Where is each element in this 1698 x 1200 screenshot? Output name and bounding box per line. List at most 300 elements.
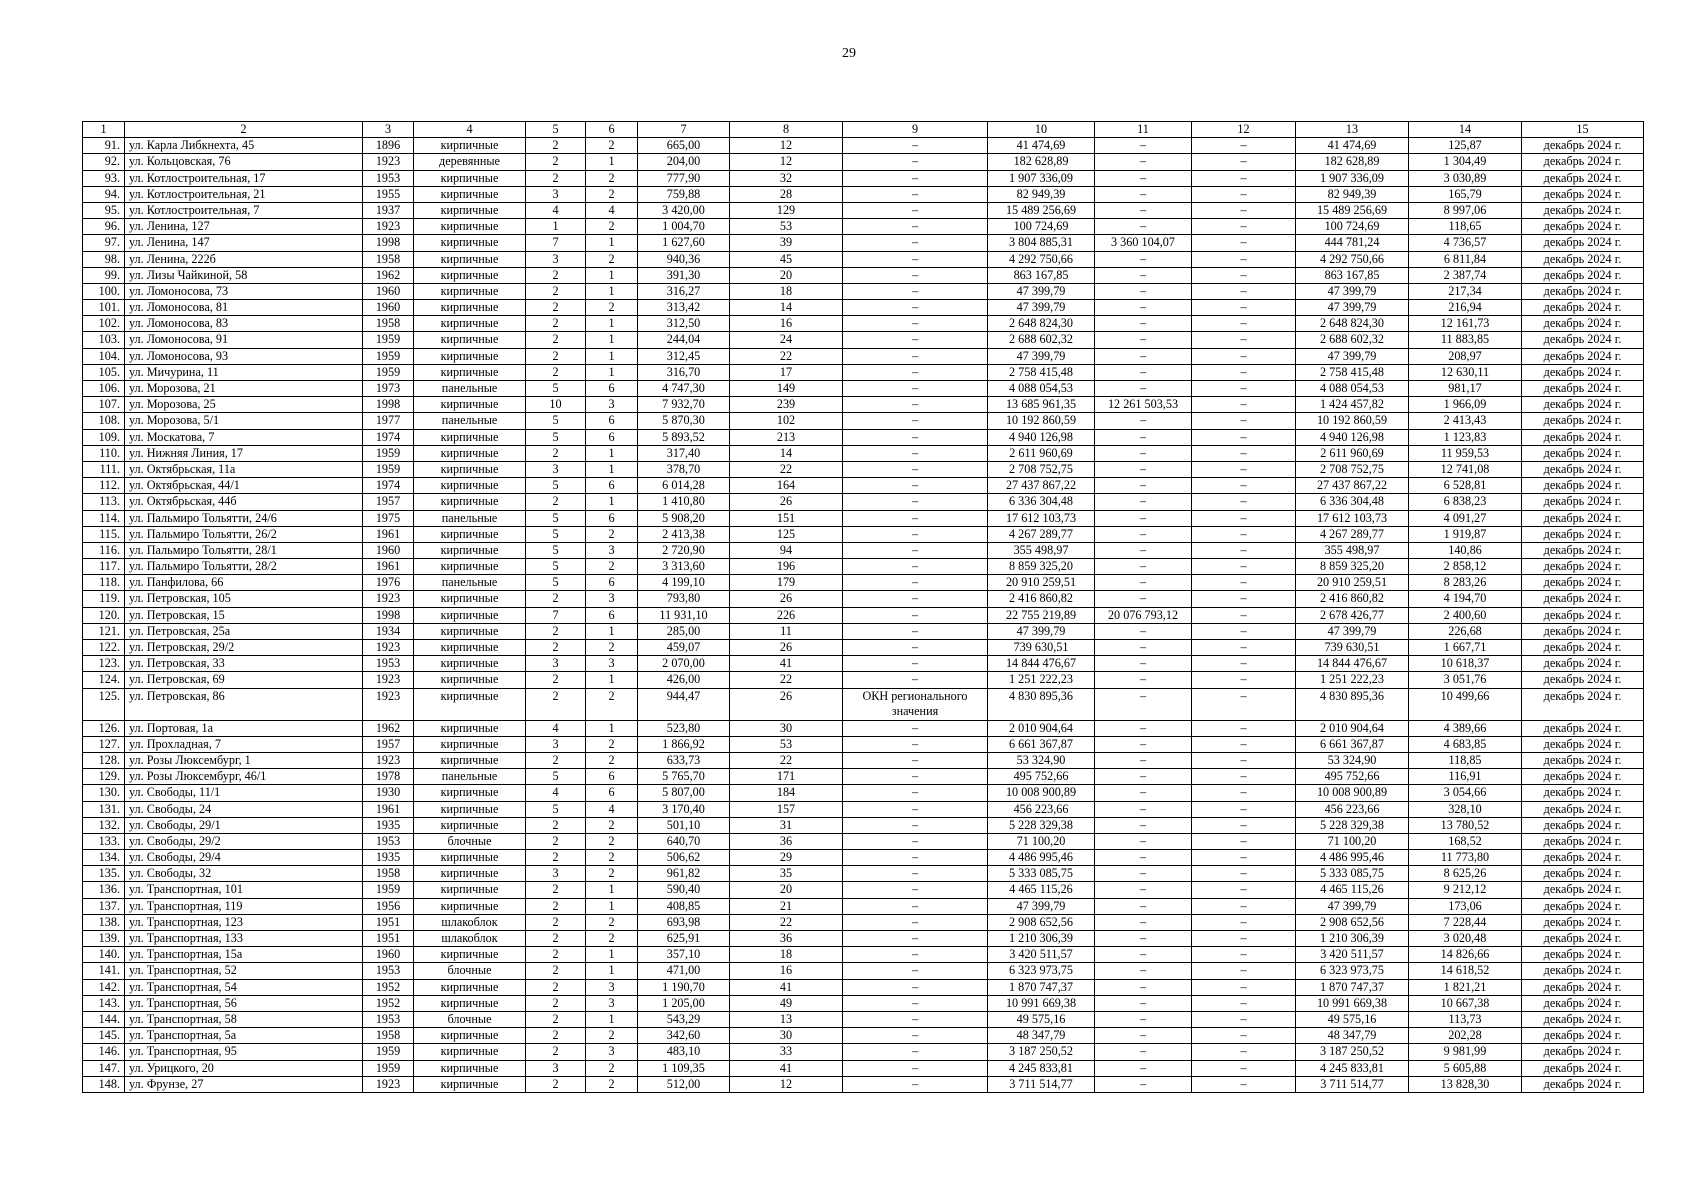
table-cell: – [1192,769,1296,785]
table-cell: 13 685 961,35 [988,397,1095,413]
table-cell: декабрь 2024 г. [1522,1076,1644,1092]
table-cell: 2 [526,267,586,283]
column-number-cell: 2 [125,122,363,138]
table-cell: кирпичные [414,1060,526,1076]
table-cell: 10 618,37 [1409,656,1522,672]
table-cell: кирпичные [414,300,526,316]
table-cell: – [1095,947,1192,963]
table-cell: ул. Пальмиро Тольятти, 28/1 [125,542,363,558]
table-cell: – [1192,656,1296,672]
table-cell: 944,47 [638,688,730,720]
table-cell: 14 844 476,67 [988,656,1095,672]
table-cell: 1953 [363,1011,414,1027]
table-cell: 41 474,69 [1296,138,1409,154]
table-cell: 2 [526,1028,586,1044]
table-cell: декабрь 2024 г. [1522,300,1644,316]
table-cell: кирпичные [414,364,526,380]
table-cell: 4 830 895,36 [988,688,1095,720]
table-cell: кирпичные [414,1028,526,1044]
table-cell: кирпичные [414,348,526,364]
table-cell: ул. Ломоносова, 73 [125,283,363,299]
table-cell: – [843,963,988,979]
table-cell: декабрь 2024 г. [1522,445,1644,461]
table-cell: декабрь 2024 г. [1522,850,1644,866]
table-cell: 4 940 126,98 [1296,429,1409,445]
table-cell: 4 267 289,77 [988,526,1095,542]
table-cell: ул. Ломоносова, 91 [125,332,363,348]
table-cell: 47 399,79 [988,898,1095,914]
table-cell: 98. [83,251,125,267]
table-cell: 5 [526,413,586,429]
table-cell: 16 [730,316,843,332]
table-cell: 49 [730,995,843,1011]
table-cell: 12 630,11 [1409,364,1522,380]
table-cell: 1 821,21 [1409,979,1522,995]
table-cell: – [843,267,988,283]
table-cell: 2 [586,1060,638,1076]
table-cell: ул. Ломоносова, 93 [125,348,363,364]
table-cell: – [843,251,988,267]
table-cell: 1960 [363,283,414,299]
table-cell: 28 [730,186,843,202]
table-cell: 48 347,79 [988,1028,1095,1044]
table-cell: 49 575,16 [1296,1011,1409,1027]
table-cell: 2 070,00 [638,656,730,672]
table-row [83,640,1644,656]
table-cell: 2 [526,364,586,380]
table-row [83,752,1644,768]
table-cell: декабрь 2024 г. [1522,720,1644,736]
table-cell: 137. [83,898,125,914]
table-cell: – [1192,235,1296,251]
table-cell: декабрь 2024 г. [1522,995,1644,1011]
table-cell: декабрь 2024 г. [1522,769,1644,785]
table-cell: 739 630,51 [1296,640,1409,656]
table-cell: – [843,559,988,575]
table-cell: 5 807,00 [638,785,730,801]
table-cell: декабрь 2024 г. [1522,1011,1644,1027]
table-row [83,397,1644,413]
table-cell: – [1192,1028,1296,1044]
table-cell: ул. Урицкого, 20 [125,1060,363,1076]
table-cell: 3 [526,1060,586,1076]
table-cell: 3 [586,656,638,672]
table-cell: 2 708 752,75 [1296,461,1409,477]
table-cell: 10 [526,397,586,413]
table-cell: 121. [83,623,125,639]
table-cell: блочные [414,963,526,979]
table-cell: 5 [526,510,586,526]
table-cell: – [1192,607,1296,623]
table-cell: декабрь 2024 г. [1522,542,1644,558]
table-cell: 1998 [363,607,414,623]
table-cell: – [1095,769,1192,785]
table-row [83,461,1644,477]
table-cell: 22 [730,752,843,768]
table-cell: 10 991 669,38 [1296,995,1409,1011]
column-number-cell: 6 [586,122,638,138]
table-cell: – [843,898,988,914]
table-cell: 316,70 [638,364,730,380]
table-cell: ул. Ленина, 147 [125,235,363,251]
table-cell: 13 [730,1011,843,1027]
table-cell: – [1192,882,1296,898]
table-cell: декабрь 2024 г. [1522,688,1644,720]
table-cell: 1956 [363,898,414,914]
table-cell: 4 [526,202,586,218]
table-cell: 30 [730,1028,843,1044]
table-cell: 26 [730,688,843,720]
table-cell: 1923 [363,1076,414,1092]
table-cell: 4 465 115,26 [988,882,1095,898]
column-number-cell: 5 [526,122,586,138]
table-cell: 1962 [363,720,414,736]
table-cell: декабрь 2024 г. [1522,267,1644,283]
table-cell: декабрь 2024 г. [1522,251,1644,267]
table-cell: ул. Ленина, 127 [125,219,363,235]
table-cell: – [1192,688,1296,720]
table-cell: 1953 [363,170,414,186]
table-cell: декабрь 2024 г. [1522,591,1644,607]
table-cell: декабрь 2024 г. [1522,202,1644,218]
table-cell: декабрь 2024 г. [1522,898,1644,914]
table-cell: 6 [586,478,638,494]
table-cell: – [843,1076,988,1092]
table-cell: 31 [730,817,843,833]
table-row [83,979,1644,995]
table-cell: 22 [730,914,843,930]
table-cell: блочные [414,1011,526,1027]
table-cell: – [1095,1060,1192,1076]
table-cell: 483,10 [638,1044,730,1060]
table-cell: 17 612 103,73 [988,510,1095,526]
table-cell: кирпичные [414,752,526,768]
table-cell: 20 910 259,51 [1296,575,1409,591]
table-cell: 123. [83,656,125,672]
table-cell: – [1095,817,1192,833]
table-cell: кирпичные [414,607,526,623]
table-cell: 11 773,80 [1409,850,1522,866]
table-cell: 1959 [363,461,414,477]
table-cell: 863 167,85 [988,267,1095,283]
table-cell: 1 [586,154,638,170]
table-cell: 164 [730,478,843,494]
table-cell: 1 190,70 [638,979,730,995]
table-cell: 1951 [363,931,414,947]
table-cell: 24 [730,332,843,348]
table-cell: декабрь 2024 г. [1522,931,1644,947]
table-cell: 4 088 054,53 [1296,381,1409,397]
table-cell: кирпичные [414,445,526,461]
table-cell: 1952 [363,995,414,1011]
table-cell: 100 724,69 [1296,219,1409,235]
table-cell: декабрь 2024 г. [1522,833,1644,849]
table-cell: – [1095,898,1192,914]
table-cell: 124. [83,672,125,688]
table-cell: 3 [586,995,638,1011]
table-cell: 6 [586,510,638,526]
table-cell: ул. Морозова, 25 [125,397,363,413]
table-cell: 1975 [363,510,414,526]
table-cell: – [1095,461,1192,477]
table-row [83,219,1644,235]
table-row [83,688,1644,720]
table-cell: 1930 [363,785,414,801]
table-cell: 4 245 833,81 [988,1060,1095,1076]
table-cell: кирпичные [414,591,526,607]
table-cell: 1955 [363,186,414,202]
table-cell: кирпичные [414,979,526,995]
table-cell: 2 [526,752,586,768]
table-cell: 208,97 [1409,348,1522,364]
table-cell: 2 [586,219,638,235]
table-cell: – [1095,850,1192,866]
table-cell: – [1095,413,1192,429]
table-cell: 5 893,52 [638,429,730,445]
table-cell: – [843,154,988,170]
table-cell: 127. [83,736,125,752]
table-row [83,170,1644,186]
table-cell: 106. [83,381,125,397]
table-cell: 665,00 [638,138,730,154]
table-cell: – [843,833,988,849]
table-row [83,332,1644,348]
table-cell: 47 399,79 [988,283,1095,299]
table-cell: 1998 [363,235,414,251]
table-cell: 2 [586,251,638,267]
table-cell: ул. Лизы Чайкиной, 58 [125,267,363,283]
table-cell: – [843,186,988,202]
table-cell: – [843,785,988,801]
table-cell: 115. [83,526,125,542]
table-cell: 1923 [363,752,414,768]
table-cell: 27 437 867,22 [1296,478,1409,494]
table-cell: 1 907 336,09 [1296,170,1409,186]
table-cell: 139. [83,931,125,947]
table-cell: – [1192,170,1296,186]
table-row [83,656,1644,672]
table-cell: 1 870 747,37 [1296,979,1409,995]
table-cell: 2 010 904,64 [988,720,1095,736]
table-cell: декабрь 2024 г. [1522,397,1644,413]
table-cell: ул. Котлостроительная, 17 [125,170,363,186]
table-row [83,364,1644,380]
table-cell: 5 [526,381,586,397]
table-cell: декабрь 2024 г. [1522,413,1644,429]
table-cell: кирпичные [414,461,526,477]
table-cell: 739 630,51 [988,640,1095,656]
table-cell: 506,62 [638,850,730,866]
table-cell: 53 [730,736,843,752]
table-cell: 391,30 [638,267,730,283]
table-cell: 47 399,79 [1296,283,1409,299]
table-cell: 1 919,87 [1409,526,1522,542]
table-cell: – [1192,542,1296,558]
table-cell: ул. Прохладная, 7 [125,736,363,752]
table-cell: 111. [83,461,125,477]
table-cell: 3 420,00 [638,202,730,218]
table-cell: 26 [730,591,843,607]
table-cell: декабрь 2024 г. [1522,1060,1644,1076]
table-cell: 2 [526,494,586,510]
table-cell: декабрь 2024 г. [1522,882,1644,898]
table-cell: панельные [414,510,526,526]
table-cell: 285,00 [638,623,730,639]
table-cell: 204,00 [638,154,730,170]
table-cell: 2 [586,640,638,656]
table-cell: 5 765,70 [638,769,730,785]
table-cell: 1 [586,1011,638,1027]
table-cell: – [1192,202,1296,218]
table-cell: – [1192,300,1296,316]
table-cell: 4 088 054,53 [988,381,1095,397]
table-cell: – [1192,623,1296,639]
table-cell: декабрь 2024 г. [1522,752,1644,768]
table-cell: – [843,736,988,752]
table-cell: 1 [586,445,638,461]
table-cell: 92. [83,154,125,170]
table-cell: – [1095,736,1192,752]
table-row [83,850,1644,866]
table-cell: – [843,413,988,429]
table-cell: – [1192,251,1296,267]
table-cell: ул. Пальмиро Тольятти, 26/2 [125,526,363,542]
table-cell: 495 752,66 [988,769,1095,785]
table-cell: 3 [526,866,586,882]
table-cell: 1 [586,898,638,914]
table-cell: 2 [526,332,586,348]
table-cell: 125. [83,688,125,720]
table-cell: 5 333 085,75 [988,866,1095,882]
table-cell: 1977 [363,413,414,429]
table-cell: 1 [586,283,638,299]
table-cell: 1 [586,348,638,364]
table-cell: 104. [83,348,125,364]
table-cell: кирпичные [414,656,526,672]
table-cell: 2 908 652,56 [988,914,1095,930]
table-cell: 6 [586,381,638,397]
table-cell: 100. [83,283,125,299]
table-cell: 5 [526,559,586,575]
table-cell: 165,79 [1409,186,1522,202]
table-cell: 130. [83,785,125,801]
table-cell: 141. [83,963,125,979]
table-cell: кирпичные [414,785,526,801]
table-cell: 3 [526,461,586,477]
table-cell: кирпичные [414,494,526,510]
table-cell: 1923 [363,688,414,720]
table-cell: ул. Петровская, 69 [125,672,363,688]
table-cell: 1 251 222,23 [988,672,1095,688]
table-cell: – [843,461,988,477]
table-cell: 100 724,69 [988,219,1095,235]
table-cell: – [1192,219,1296,235]
table-cell: 1953 [363,656,414,672]
table-cell: 317,40 [638,445,730,461]
table-cell: 1 966,09 [1409,397,1522,413]
table-cell: 633,73 [638,752,730,768]
table-cell: 495 752,66 [1296,769,1409,785]
table-cell: 4 747,30 [638,381,730,397]
table-cell: 2 [526,348,586,364]
table-cell: 2 [526,995,586,1011]
table-cell: – [1192,283,1296,299]
table-cell: 1958 [363,251,414,267]
table-cell: – [843,575,988,591]
table-cell: – [1095,1044,1192,1060]
table-cell: – [1192,672,1296,688]
table-cell: 1937 [363,202,414,218]
table-cell: 3 051,76 [1409,672,1522,688]
table-cell: 53 324,90 [988,752,1095,768]
table-cell: 590,40 [638,882,730,898]
table-cell: – [1192,801,1296,817]
table-cell: 3 030,89 [1409,170,1522,186]
table-cell: декабрь 2024 г. [1522,914,1644,930]
table-cell: 103. [83,332,125,348]
page-number: 29 [842,46,856,61]
table-cell: 1960 [363,947,414,963]
table-cell: – [843,316,988,332]
table-cell: 129. [83,769,125,785]
table-cell: 47 399,79 [1296,623,1409,639]
table-cell: ул. Портовая, 1а [125,720,363,736]
table-cell: 146. [83,1044,125,1060]
table-cell: 26 [730,494,843,510]
table-cell: 6 [586,429,638,445]
table-cell: – [1095,833,1192,849]
table-cell: 2 [586,850,638,866]
table-cell: 1935 [363,817,414,833]
table-cell: – [1095,542,1192,558]
table-cell: 1923 [363,219,414,235]
table-cell: 1974 [363,478,414,494]
table-cell: – [1095,801,1192,817]
table-cell: 3 187 250,52 [988,1044,1095,1060]
table-cell: 2 [526,154,586,170]
table-row [83,413,1644,429]
table-cell: – [1192,963,1296,979]
table-cell: – [1095,381,1192,397]
table-cell: 239 [730,397,843,413]
table-cell: 168,52 [1409,833,1522,849]
table-cell: – [843,656,988,672]
table-cell: 357,10 [638,947,730,963]
table-cell: 1951 [363,914,414,930]
table-cell: 2 [586,817,638,833]
table-cell: 1953 [363,963,414,979]
table-cell: – [843,623,988,639]
table-cell: панельные [414,575,526,591]
table-cell: декабрь 2024 г. [1522,429,1644,445]
table-cell: – [843,397,988,413]
table-cell: – [843,138,988,154]
table-cell: 2 [526,833,586,849]
table-cell: 4 292 750,66 [1296,251,1409,267]
table-cell: – [1192,348,1296,364]
table-cell: – [843,429,988,445]
table-cell: 142. [83,979,125,995]
table-cell: – [1095,170,1192,186]
table-row [83,267,1644,283]
table-row [83,510,1644,526]
table-cell: 2 [526,914,586,930]
table-cell: – [1192,1011,1296,1027]
table-cell: декабрь 2024 г. [1522,381,1644,397]
table-cell: 11 931,10 [638,607,730,623]
table-cell: 6 [586,607,638,623]
table-cell: 5 228 329,38 [1296,817,1409,833]
